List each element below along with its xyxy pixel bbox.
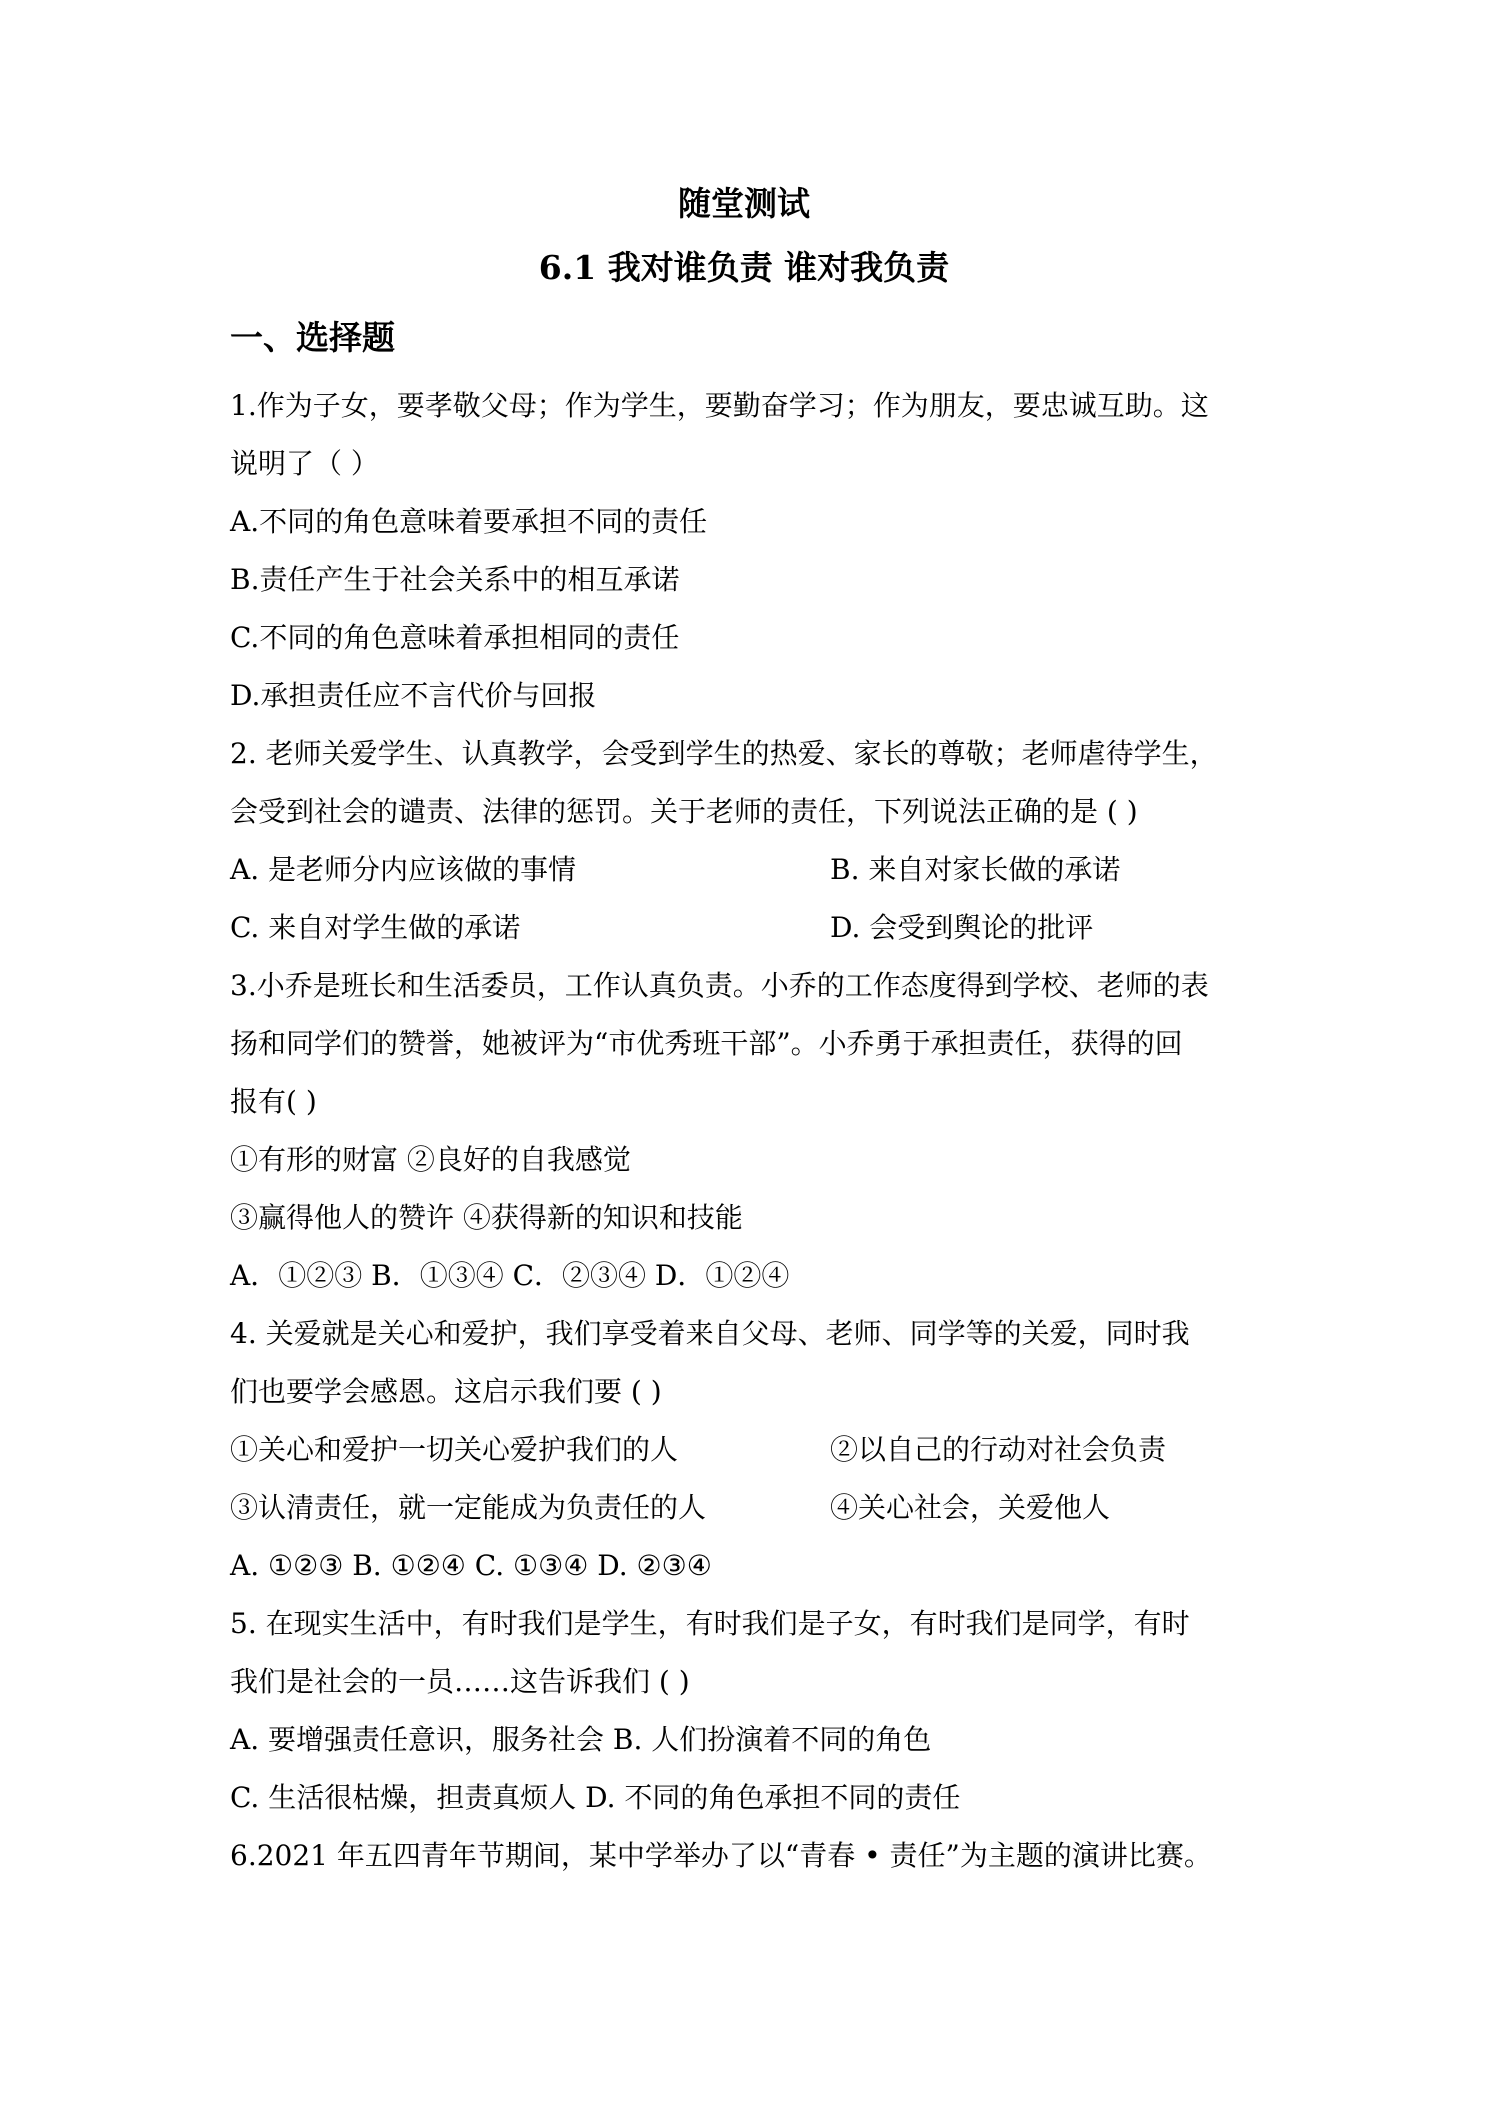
question-3-items-line-1: ①有形的财富 ②良好的自我感觉 bbox=[230, 1143, 631, 1176]
question-1-stem-line-2: 说明了（ ） bbox=[230, 447, 379, 480]
question-5-stem-line-1: 5. 在现实生活中，有时我们是学生，有时我们是子女，有时我们是同学，有时 bbox=[230, 1607, 1190, 1640]
question-2-stem-line-1: 2. 老师关爱学生、认真教学，会受到学生的热爱、家长的尊敬；老师虐待学生， bbox=[230, 737, 1218, 770]
question-4-stem-line-1: 4. 关爱就是关心和爱护，我们享受着来自父母、老师、同学等的关爱，同时我 bbox=[230, 1317, 1190, 1350]
question-1-option-c: C.不同的角色意味着承担相同的责任 bbox=[230, 621, 680, 654]
question-4-stem-line-2: 们也要学会感恩。这启示我们要 ( ) bbox=[230, 1375, 662, 1408]
question-2-option-d: D. 会受到舆论的批评 bbox=[830, 911, 1094, 944]
question-5-options-line-2: C. 生活很枯燥，担责真烦人 D. 不同的角色承担不同的责任 bbox=[230, 1781, 961, 1814]
question-5-stem-line-2: 我们是社会的一员……这告诉我们 ( ) bbox=[230, 1665, 690, 1698]
page-subtitle: 6.1 我对谁负责 谁对我负责 bbox=[538, 248, 950, 287]
question-1-option-b: B.责任产生于社会关系中的相互承诺 bbox=[230, 563, 680, 596]
question-4-item-4: ④关心社会，关爱他人 bbox=[830, 1491, 1111, 1524]
question-3-stem-line-3: 报有( ) bbox=[230, 1085, 317, 1118]
page-title: 随堂测试 bbox=[678, 184, 810, 223]
question-5-options-line-1: A. 要增强责任意识，服务社会 B. 人们扮演着不同的角色 bbox=[230, 1723, 932, 1756]
question-3-stem-line-1: 3.小乔是班长和生活委员，工作认真负责。小乔的工作态度得到学校、老师的表 bbox=[230, 969, 1209, 1002]
question-1-stem-line-1: 1.作为子女，要孝敬父母；作为学生，要勤奋学习；作为朋友，要忠诚互助。这 bbox=[230, 389, 1209, 422]
question-2-option-a: A. 是老师分内应该做的事情 bbox=[230, 853, 577, 886]
question-4-item-2: ②以自己的行动对社会负责 bbox=[830, 1433, 1167, 1466]
section-heading: 一、选择题 bbox=[230, 318, 395, 357]
question-3-options: A．①②③ B．①③④ C．②③④ D．①②④ bbox=[230, 1259, 790, 1292]
question-3-items-line-2: ③赢得他人的赞许 ④获得新的知识和技能 bbox=[230, 1201, 743, 1234]
question-2-option-c: C. 来自对学生做的承诺 bbox=[230, 911, 521, 944]
question-1-option-d: D.承担责任应不言代价与回报 bbox=[230, 679, 597, 712]
question-2-stem-line-2: 会受到社会的谴责、法律的惩罚。关于老师的责任，下列说法正确的是 ( ) bbox=[230, 795, 1138, 828]
question-4-item-1: ①关心和爱护一切关心爱护我们的人 bbox=[230, 1433, 679, 1466]
question-2-option-b: B. 来自对家长做的承诺 bbox=[830, 853, 1121, 886]
question-6-stem-line-1: 6.2021 年五四青年节期间，某中学举办了以“青春 • 责任”为主题的演讲比赛。 bbox=[230, 1839, 1212, 1872]
question-1-option-a: A.不同的角色意味着要承担不同的责任 bbox=[230, 505, 708, 538]
question-4-options: A. ①②③ B. ①②④ C. ①③④ D. ②③④ bbox=[230, 1549, 712, 1582]
question-4-item-3: ③认清责任，就一定能成为负责任的人 bbox=[230, 1491, 707, 1524]
question-3-stem-line-2: 扬和同学们的赞誉，她被评为“市优秀班干部”。小乔勇于承担责任，获得的回 bbox=[230, 1027, 1183, 1060]
